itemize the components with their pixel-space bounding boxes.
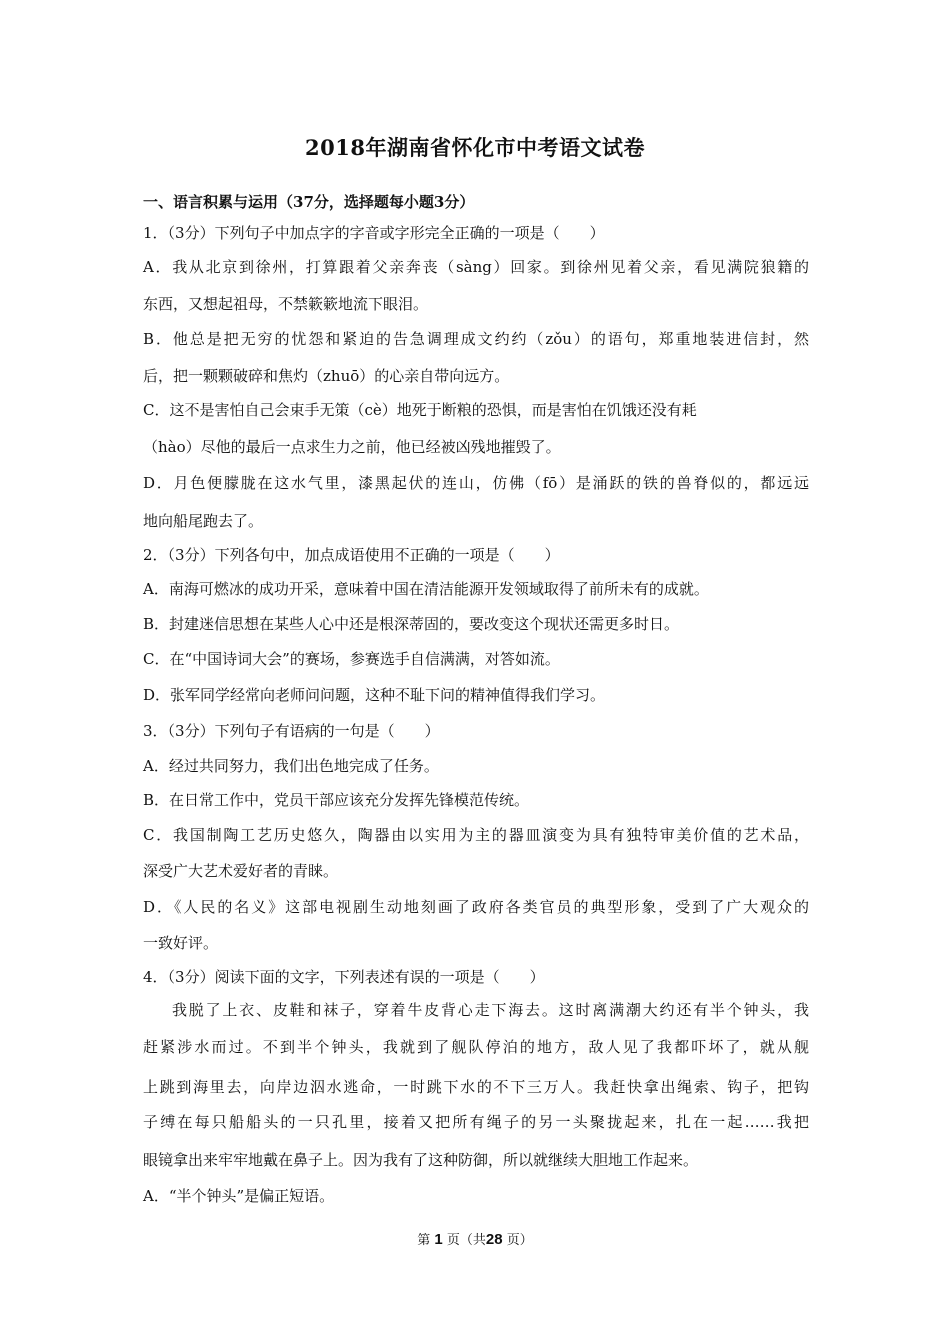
question-3-option-d-cont: 一致好评。 (143, 934, 219, 952)
question-3-option-c-cont: 深受广大艺术爱好者的青睐。 (143, 862, 339, 880)
page-footer (0, 1229, 950, 1248)
footer-page-number: 1 (434, 1231, 443, 1248)
question-4-stem: 4．（3分）阅读下面的文字，下列表述有误的一项是（ ） (143, 968, 545, 986)
question-1-option-d-cont: 地向船尾跑去了。 (143, 512, 264, 530)
question-1-option-b-cont: 后，把一颗颗破碎和焦灼（zhuō）的心亲自带向远方。 (143, 367, 510, 385)
passage-line: 我脱了上衣、皮鞋和袜子，穿着牛皮背心走下海去。这时离满潮大约还有半个钟头，我 (172, 1001, 809, 1019)
question-2-option-c: C．在“中国诗词大会”的赛场，参赛选手自信满满，对答如流。 (143, 650, 560, 668)
question-3-option-b: B．在日常工作中，党员干部应该充分发挥先锋模范传统。 (143, 791, 530, 809)
question-3-option-c: C．我国制陶工艺历史悠久，陶器由以实用为主的器皿演变为具有独特审美价值的艺术品， (143, 826, 809, 844)
question-1-option-a-cont: 东西，又想起祖母，不禁簌簌地流下眼泪。 (143, 295, 429, 313)
question-3-option-d: D．《人民的名义》这部电视剧生动地刻画了政府各类官员的典型形象，受到了广大观众的 (143, 898, 809, 916)
question-1-option-b: B．他总是把无穷的忧怨和紧迫的告急调理成文约约（zǒu）的语句，郑重地装进信封，然 (143, 330, 809, 348)
question-1-stem: 1．（3分）下列句子中加点字的字音或字形完全正确的一项是（ ） (143, 224, 605, 242)
question-1-option-a: A．我从北京到徐州，打算跟着父亲奔丧（sàng）回家。到徐州见着父亲，看见满院狼籍的 (143, 258, 809, 276)
question-3-option-a: A．经过共同努力，我们出色地完成了任务。 (143, 757, 439, 775)
footer-middle: 页（共 (446, 1233, 486, 1248)
passage-line: 上跳到海里去，向岸边泅水逃命，一时跳下水的不下三万人。我赶快拿出绳索、钩子，把钩 (143, 1078, 809, 1096)
question-2-option-b: B．封建迷信思想在某些人心中还是根深蒂固的，要改变这个现状还需更多时日。 (143, 615, 680, 633)
question-2-stem: 2．（3分）下列各句中，加点成语使用不正确的一项是（ ） (143, 546, 560, 564)
passage-line: 赶紧涉水而过。不到半个钟头，我就到了舰队停泊的地方，敌人见了我都吓坏了，就从舰 (143, 1038, 809, 1056)
passage-line: 子缚在每只船船头的一只孔里，接着又把所有绳子的另一头聚拢起来，扎在一起……我把 (143, 1113, 809, 1131)
question-3-stem: 3．（3分）下列句子有语病的一句是（ ） (143, 722, 440, 740)
footer-total-pages: 28 (485, 1231, 503, 1248)
section-heading: 一、语言积累与运用（37分，选择题每小题3分） (143, 193, 475, 211)
page-title: 2018年湖南省怀化市中考语文试卷 (305, 135, 645, 160)
question-1-option-c: C．这不是害怕自己会束手无策（cè）地死于断粮的恐惧，而是害怕在饥饿还没有耗 (143, 401, 697, 419)
question-2-option-a: A．南海可燃冰的成功开采，意味着中国在清洁能源开发领域取得了前所未有的成就。 (143, 580, 709, 598)
question-1-option-d: D．月色便朦胧在这水气里，漆黑起伏的连山，仿佛（fō）是涌跃的铁的兽脊似的，都远远 (143, 474, 809, 492)
question-1-option-c-cont: （hào）尽他的最后一点求生力之前，他已经被凶残地摧毁了。 (143, 438, 561, 456)
passage-line: 眼镜拿出来牢牢地戴在鼻子上。因为我有了这种防御，所以就继续大胆地工作起来。 (143, 1151, 699, 1169)
question-2-option-d: D．张军同学经常向老师问问题，这种不耻下问的精神值得我们学习。 (143, 686, 606, 704)
footer-suffix: 页） (506, 1233, 533, 1248)
question-4-option-a: A．“半个钟头”是偏正短语。 (143, 1187, 335, 1205)
footer-prefix: 第 (417, 1233, 431, 1248)
